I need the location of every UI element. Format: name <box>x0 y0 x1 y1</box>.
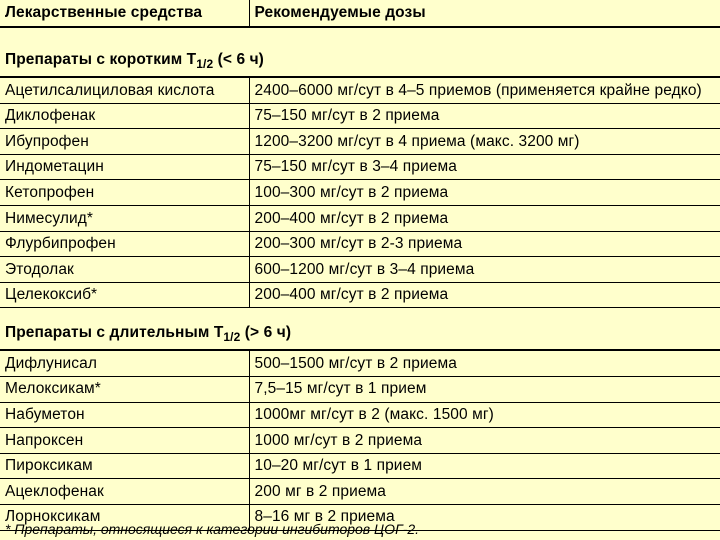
drug-name: Этодолак <box>0 257 249 283</box>
drug-name: Ибупрофен <box>0 129 249 155</box>
table-row <box>0 154 720 180</box>
table-row <box>0 376 720 402</box>
table-header-row <box>0 0 720 27</box>
drug-name: Лорноксикам <box>0 504 249 530</box>
drug-name: Флурбипрофен <box>0 231 249 257</box>
drug-name: Напроксен <box>0 428 249 454</box>
drug-dose: 8–16 мг в 2 приема <box>249 504 720 530</box>
drug-dose: 200–400 мг/сут в 2 приема <box>249 205 720 231</box>
group-long-subscript: 1/2 <box>223 330 241 345</box>
group-short-suffix: (< 6 ч) <box>213 51 264 68</box>
group-long-suffix: (> 6 ч) <box>240 324 292 342</box>
table-row <box>0 77 720 103</box>
drug-dose: 7,5–15 мг/сут в 1 прием <box>249 376 720 402</box>
table-row <box>0 282 720 308</box>
drug-name: Пироксикам <box>0 453 249 479</box>
drug-name: Кетопрофен <box>0 180 249 206</box>
table-row <box>0 350 720 376</box>
drug-dose: 75–150 мг/сут в 2 приема <box>249 103 720 129</box>
drug-dose: 200–300 мг/сут в 2-3 приема <box>249 231 720 257</box>
table-row <box>0 479 720 505</box>
group-short-title <box>0 27 720 77</box>
table-row <box>0 453 720 479</box>
table-row <box>0 402 720 428</box>
drug-dose: 10–20 мг/сут в 1 прием <box>249 453 720 479</box>
drug-name: Нимесулид* <box>0 205 249 231</box>
group-long-halflife <box>0 308 720 351</box>
table-row <box>0 428 720 454</box>
drug-name: Ацеклофенак <box>0 479 249 505</box>
group-short-prefix: Препараты с коротким T <box>5 51 197 68</box>
drug-dose: 100–300 мг/сут в 2 приема <box>249 180 720 206</box>
drug-dose: 200 мг в 2 приема <box>249 479 720 505</box>
group-short-subscript: 1/2 <box>196 57 214 71</box>
drug-name: Мелоксикам* <box>0 376 249 402</box>
group-long-title <box>0 308 720 351</box>
drug-dose: 1200–3200 мг/сут в 4 приема (макс. 3200 мг) <box>249 129 720 155</box>
drug-dose: 500–1500 мг/сут в 2 приема <box>249 350 720 376</box>
table-row <box>0 103 720 129</box>
footnote: * Препараты, относящиеся к категории ингибиторов ЦОГ-2. <box>5 521 420 537</box>
header-doses: Рекомендуемые дозы <box>249 0 720 27</box>
table-row <box>0 257 720 283</box>
drug-name: Индометацин <box>0 154 249 180</box>
drug-dose: 2400–6000 мг/сут в 4–5 приемов (применяется крайне редко) <box>249 77 720 103</box>
drug-name: Диклофенак <box>0 103 249 129</box>
table-row <box>0 180 720 206</box>
group-long-prefix: Препараты с длительным T <box>5 324 224 342</box>
drug-name: Дифлунисал <box>0 350 249 376</box>
drug-dose: 1000 мг/сут в 2 приема <box>249 428 720 454</box>
drug-dose: 75–150 мг/сут в 3–4 приема <box>249 154 720 180</box>
drug-dose: 200–400 мг/сут в 2 приема <box>249 282 720 308</box>
drug-name: Ацетилсалициловая кислота <box>0 77 249 103</box>
table-row <box>0 231 720 257</box>
header-drugs: Лекарственные средства <box>0 0 249 27</box>
drug-name: Набуметон <box>0 402 249 428</box>
drug-dose: 1000мг мг/сут в 2 (макс. 1500 мг) <box>249 402 720 428</box>
drug-name: Целекоксиб* <box>0 282 249 308</box>
group-short-halflife <box>0 27 720 77</box>
table-row <box>0 129 720 155</box>
table-row <box>0 205 720 231</box>
drug-dose: 600–1200 мг/сут в 3–4 приема <box>249 257 720 283</box>
